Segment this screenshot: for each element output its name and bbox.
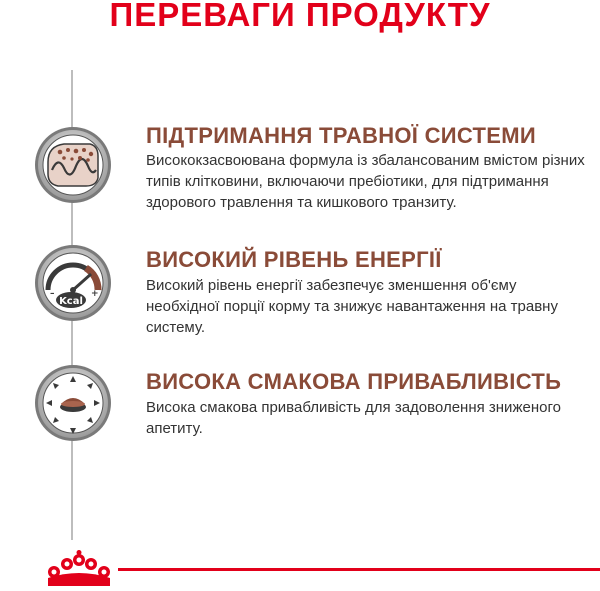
kcal-label: Kcal [59,296,83,307]
palatability-icon [34,364,112,442]
benefit-description: Висока смакова привабливість для задоволення зниженого апетиту. [146,399,561,437]
benefit-description: Високий рівень енергії забезпечує зменшення об'єму необхідної порції корму та знижує навантаження на травну систему. [146,277,558,336]
digestion-icon [34,126,112,204]
gauge-minus-label: – [50,289,55,299]
footer-red-line [118,568,600,571]
benefit-heading: ВИСОКИЙ РІВЕНЬ ЕНЕРГІЇ [146,247,442,272]
royal-canin-crown-logo [40,550,118,586]
benefit-heading: ПІДТРИМАННЯ ТРАВНОЇ СИСТЕМИ [146,123,536,148]
gauge-plus-label: + [91,289,99,299]
energy-gauge-icon [34,244,112,322]
benefit-description: Висококзасвоювана формула із збалансованим вмістом різних типів клітковини, включаючи пребіотики, для підтримання здорового травлення та кишкового транзиту. [146,152,585,211]
benefit-heading: ВИСОКА СМАКОВА ПРИВАБЛИВІСТЬ [146,369,562,394]
page-title: ПЕРЕВАГИ ПРОДУКТУ [109,0,491,33]
